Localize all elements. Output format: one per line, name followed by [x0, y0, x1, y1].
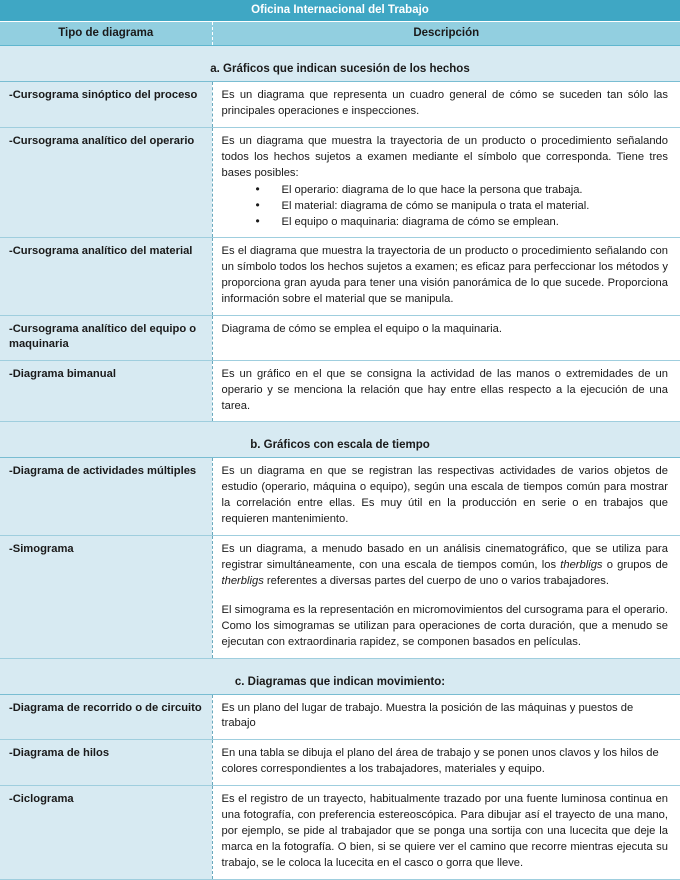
row-description — [212, 127, 680, 237]
table-row — [0, 694, 680, 740]
table-row — [0, 127, 680, 237]
row-description — [212, 536, 680, 658]
row-description-text: Es un plano del lugar de trabajo. Muestra la posición de las máquinas y puestos de trabajo — [221, 701, 634, 730]
table-row — [0, 458, 680, 536]
table-row — [0, 82, 680, 128]
row-description — [212, 238, 680, 316]
row-description — [212, 694, 680, 740]
table-row — [0, 360, 680, 422]
row-description — [212, 315, 680, 360]
row-description-text: Es el diagrama que muestra la trayectoria de un producto o procedimiento señalando con un símbolo todos los hechos sujetos a examen; es eficaz para perfeccionar los métodos y proporciona gran ayuda para tener una visión panorámica de lo que sucede. Proporciona información sobre el material que se manipula. — [221, 245, 668, 305]
row-description-paragraph-1: Es un diagrama, a menudo basado en un análisis cinematográfico, que se utiliza para registrar simultáneamente, con una escala de tiempos común, los therbligs o grupos de therbligs referentes a diversas partes del cuerpo de uno o varios trabajadores. — [221, 543, 668, 587]
row-type-label: -Cursograma sinóptico del proceso — [0, 82, 212, 128]
column-header-type: Tipo de diagrama — [0, 22, 212, 46]
list-item: • El operario: diagrama de lo que hace la persona que trabaja. — [256, 182, 669, 198]
row-type-label: -Cursograma analítico del material — [0, 238, 212, 316]
section-heading-b: b. Gráficos con escala de tiempo — [0, 422, 680, 458]
row-description-text: Es un diagrama en que se registran las respectivas actividades de varios objetos de estudio (operario, máquina o equipo), según una escala de tiempos común para mostrar la correlación entre ellas. Es muy útil en la producción en serie o en trabajos que requieren mantenimiento. — [221, 465, 668, 526]
row-description — [212, 458, 680, 536]
row-description-text: En una tabla se dibuja el plano del área de trabajo y se ponen unos clavos y los hilos de colores correspondientes a los trabajadores, materiales y equipo. — [221, 747, 659, 776]
row-type-label: -Diagrama de recorrido o de circuito — [0, 694, 212, 740]
section-heading-a-row — [0, 46, 680, 82]
table-row — [0, 238, 680, 316]
section-heading-c: c. Diagramas que indican movimiento: — [0, 658, 680, 694]
row-description-text: Es un diagrama que representa un cuadro general de cómo se suceden tan sólo las principales operaciones e inspecciones. — [221, 89, 668, 117]
table-row — [0, 740, 680, 786]
column-header-description: Descripción — [212, 22, 680, 46]
row-type-label: -Ciclograma — [0, 786, 212, 880]
row-description-text: Diagrama de cómo se emplea el equipo o la maquinaria. — [221, 322, 502, 335]
row-type-label: -Simograma — [0, 536, 212, 658]
row-type-label: -Diagrama de hilos — [0, 740, 212, 786]
table-row — [0, 786, 680, 880]
row-description-bullets — [222, 182, 669, 231]
section-heading-a: a. Gráficos que indican sucesión de los hechos — [0, 46, 680, 82]
row-type-label: -Diagrama de actividades múltiples — [0, 458, 212, 536]
section-heading-b-row — [0, 422, 680, 458]
row-type-label: -Cursograma analítico del equipo o maquinaria — [0, 315, 212, 360]
row-description — [212, 82, 680, 128]
list-item: • El equipo o maquinaria: diagrama de cómo se emplean. — [256, 214, 669, 230]
row-description-text: Es un diagrama que muestra la trayectoria de un producto o procedimiento señalando todos los hechos sujetos a examen mediante el símbolo que corresponda. Tiene tres bases posibles: — [221, 134, 668, 179]
row-description — [212, 360, 680, 422]
row-description — [212, 740, 680, 786]
table-title-row — [0, 0, 680, 22]
row-description-text: Es un gráfico en el que se consigna la actividad de las manos o extremidades de un operario y se menciona la relación que hay entre ellas respecto a la ejecución de una tarea. — [221, 367, 668, 412]
table-row — [0, 536, 680, 658]
table-row — [0, 315, 680, 360]
row-description-text: Es el registro de un trayecto, habitualmente trazado por una fuente luminosa continua en una fotografía, con preferencia estereoscópica. Para dibujar así el trayecto de una mano, por ejemplo, se pide al trabajador que se ponga una sortija con una lucecita que deje la marca en la fotografía. O bien, si se quiere ver el camino que recorre mientras ejecuta su trabajo, se le coloca la lucecita en el casco o gorra que lleve. — [221, 793, 668, 869]
row-description — [212, 786, 680, 880]
table-title: Oficina Internacional del Trabajo — [0, 0, 680, 22]
column-header-row — [0, 22, 680, 46]
row-type-label: -Cursograma analítico del operario — [0, 127, 212, 237]
section-heading-c-row — [0, 658, 680, 694]
list-item: • El material: diagrama de cómo se manipula o trata el material. — [256, 198, 669, 214]
row-type-label: -Diagrama bimanual — [0, 360, 212, 422]
row-description-paragraph-2: El simograma es la representación en micromovimientos del cursograma para el operario. Como los simogramas se utilizan para operaciones de corta duración, que a menudo se ejecutan con extraordinaria rapidez, se componen basados en películas. — [221, 603, 668, 648]
